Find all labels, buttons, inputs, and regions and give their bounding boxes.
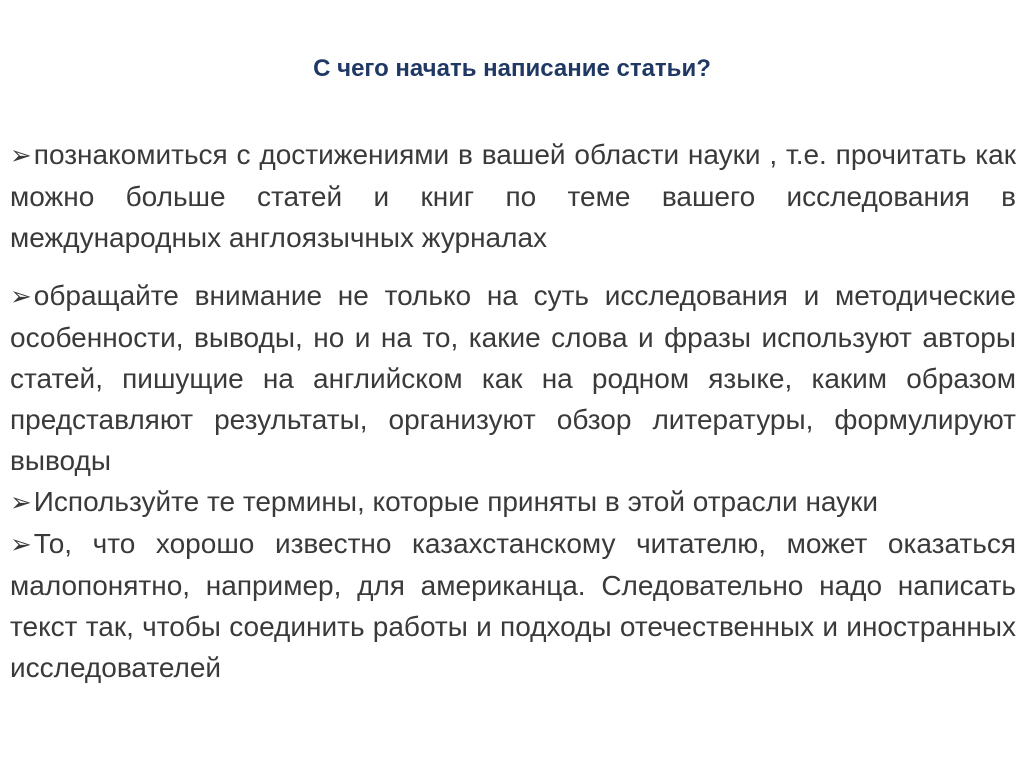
slide-title: С чего начать написание статьи? <box>313 55 711 82</box>
arrow-bullet-icon: ➢ <box>10 487 32 517</box>
bullet-item-1 <box>10 134 1016 258</box>
arrow-bullet-icon: ➢ <box>10 281 32 311</box>
bullet-item-3 <box>10 481 1016 523</box>
bullet-text-1: познакомиться с достижениями в вашей области науки , т.е. прочитать как можно больше статей и книг по теме вашего исследования в международных англоязычных журналах <box>10 139 1016 253</box>
bullet-item-2 <box>10 275 1016 481</box>
bullet-item-4 <box>10 523 1016 688</box>
slide-content <box>10 134 1016 688</box>
arrow-bullet-icon: ➢ <box>10 140 32 170</box>
bullet-text-3: Используйте те термины, которые приняты в этой отрасли науки <box>33 486 879 517</box>
bullet-text-4: То, что хорошо известно казахстанскому читателю, может оказаться малопонятно, например, для американца. Следовательно надо написать текст так, чтобы соединить работы и подходы отечественных и иностранных исследователей <box>10 528 1016 683</box>
arrow-bullet-icon: ➢ <box>10 529 32 559</box>
bullet-text-2: обращайте внимание не только на суть исследования и методические особенности, выводы, но и на то, какие слова и фразы используют авторы статей, пишущие на английском как на родном языке, каким образом представляют результаты, организуют обзор литературы, формулируют выводы <box>10 280 1016 476</box>
